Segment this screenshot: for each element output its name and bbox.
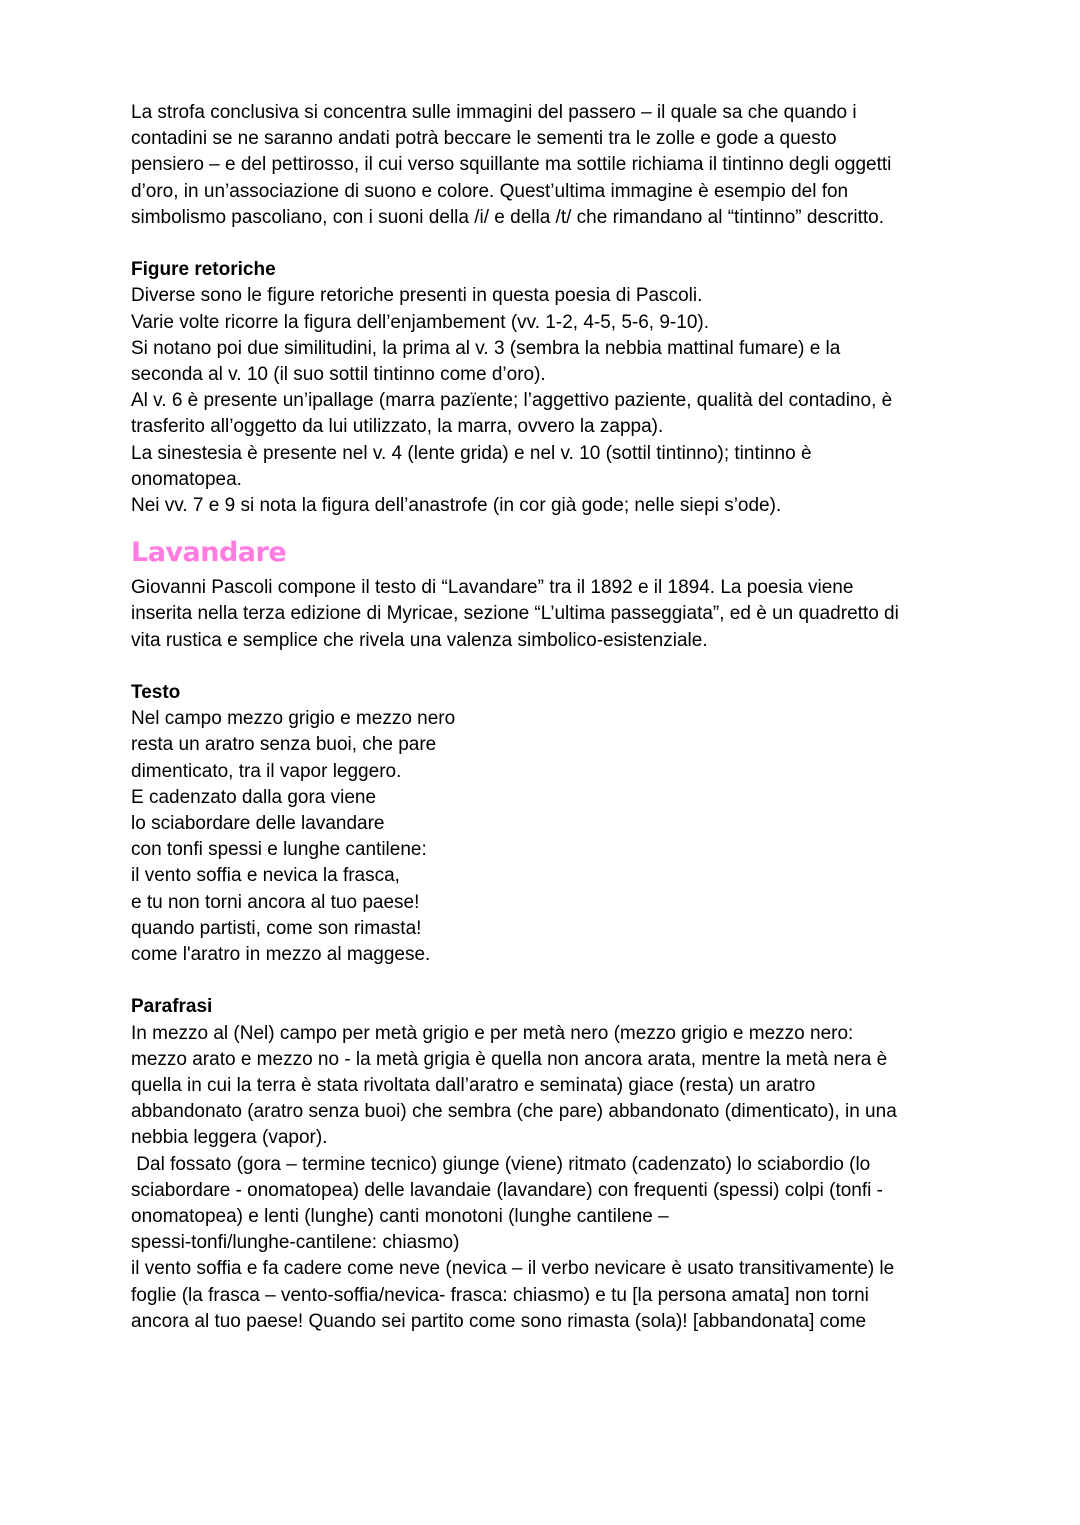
poem-verse: E cadenzato dalla gora viene [131, 786, 377, 808]
intro-paragraph [131, 100, 961, 231]
text-line: trasferito all’oggetto da lui utilizzato, la marra, ovvero la zappa). [131, 416, 664, 438]
poem-verse: e tu non torni ancora al tuo paese! [131, 891, 420, 913]
text-line: d’oro, in un’associazione di suono e colore. Quest’ultima immagine è esempio del fon [131, 180, 849, 202]
text-line: il vento soffia e fa cadere come neve (nevica – il verbo nevicare è usato transitivamente) le [131, 1258, 895, 1280]
lavandare-title: Lavandare [131, 537, 287, 569]
parafrasi-section [131, 994, 961, 1335]
text-line: La strofa conclusiva si concentra sulle immagini del passero – il quale sa che quando i [131, 102, 857, 123]
poem-verse: quando partisti, come son rimasta! [131, 917, 422, 939]
text-line: pensiero – e del pettirosso, il cui verso squillante ma sottile richiama il tintinno degli oggetti [131, 154, 892, 176]
text-line: spessi-tonfi/lunghe-cantilene: chiasmo) [131, 1232, 460, 1254]
poem-verse: resta un aratro senza buoi, che pare [131, 734, 437, 756]
text-line: foglie (la frasca – vento-soffia/nevica- frasca: chiasmo) e tu [la persona amata] non torni [131, 1284, 869, 1306]
text-line: Nei vv. 7 e 9 si nota la figura dell’anastrofe (in cor già gode; nelle siepi s’ode). [131, 495, 782, 517]
poem-verse: con tonfi spessi e lunghe cantilene: [131, 839, 427, 861]
text-line: vita rustica e semplice che rivela una valenza simbolico-esistenziale. [131, 629, 708, 651]
text-line: onomatopea) e lenti (lunghe) canti monotoni (lunghe cantilene – [131, 1206, 669, 1228]
parafrasi-heading: Parafrasi [131, 996, 213, 1018]
spacer [131, 231, 961, 257]
lavandare-intro [131, 575, 961, 654]
text-line: onomatopea. [131, 468, 242, 490]
text-line: Al v. 6 è presente un’ipallage (marra pazïente; l’aggettivo paziente, qualità del contadino, è [131, 390, 893, 412]
text-line: In mezzo al (Nel) campo per metà grigio e per metà nero (mezzo grigio e mezzo nero: [131, 1022, 854, 1044]
text-line: seconda al v. 10 (il suo sottil tintinno come d’oro). [131, 364, 546, 386]
poem-verse: il vento soffia e nevica la frasca, [131, 865, 400, 887]
text-line: quella in cui la terra è stata rivoltata dall’aratro e seminata) giace (resta) un aratro [131, 1075, 816, 1097]
text-line: Si notano poi due similitudini, la prima al v. 3 (sembra la nebbia mattinal fumare) e la [131, 337, 841, 359]
poem-verse: Nel campo mezzo grigio e mezzo nero [131, 708, 456, 730]
testo-heading: Testo [131, 682, 181, 704]
poem-verse: come l'aratro in mezzo al maggese. [131, 944, 431, 966]
poem-verse: lo sciabordare delle lavandare [131, 813, 385, 835]
text-line: ancora al tuo paese! Quando sei partito come sono rimasta (sola)! [abbandonata] come [131, 1310, 867, 1332]
text-line: Varie volte ricorre la figura dell’enjambement (vv. 1-2, 4-5, 5-6, 9-10). [131, 311, 709, 333]
figure-retoriche-heading: Figure retoriche [131, 259, 276, 281]
spacer [131, 968, 961, 994]
text-line: inserita nella terza edizione di Myricae, sezione “L’ultima passeggiata”, ed è un quadretto di [131, 603, 899, 625]
document-page [131, 100, 961, 1335]
text-line: Giovanni Pascoli compone il testo di “Lavandare” tra il 1892 e il 1894. La poesia viene [131, 577, 854, 599]
text-line: simbolismo pascoliano, con i suoni della /i/ e della /t/ che rimandano al “tintinno” descritto. [131, 206, 884, 228]
text-line: sciabordare - onomatopea) delle lavandaie (lavandare) con frequenti (spessi) colpi (tonfi - [131, 1179, 883, 1201]
figure-retoriche-section [131, 257, 961, 519]
poem-verse: dimenticato, tra il vapor leggero. [131, 760, 402, 782]
text-line: contadini se ne saranno andati potrà beccare le sementi tra le zolle e gode a questo [131, 128, 837, 150]
text-line: mezzo arato e mezzo no - la metà grigia è quella non ancora arata, mentre la metà nera è [131, 1048, 888, 1070]
text-line: Diverse sono le figure retoriche presenti in questa poesia di Pascoli. [131, 285, 703, 307]
spacer [131, 654, 961, 680]
text-line: abbandonato (aratro senza buoi) che sembra (che pare) abbandonato (dimenticato), in una [131, 1101, 897, 1123]
testo-section [131, 680, 961, 968]
text-line: La sinestesia è presente nel v. 4 (lente grida) e nel v. 10 (sottil tintinno); tintinno è [131, 442, 812, 464]
text-line: Dal fossato (gora – termine tecnico) giunge (viene) ritmato (cadenzato) lo sciabordio (lo [131, 1153, 871, 1175]
text-line: nebbia leggera (vapor). [131, 1127, 328, 1149]
